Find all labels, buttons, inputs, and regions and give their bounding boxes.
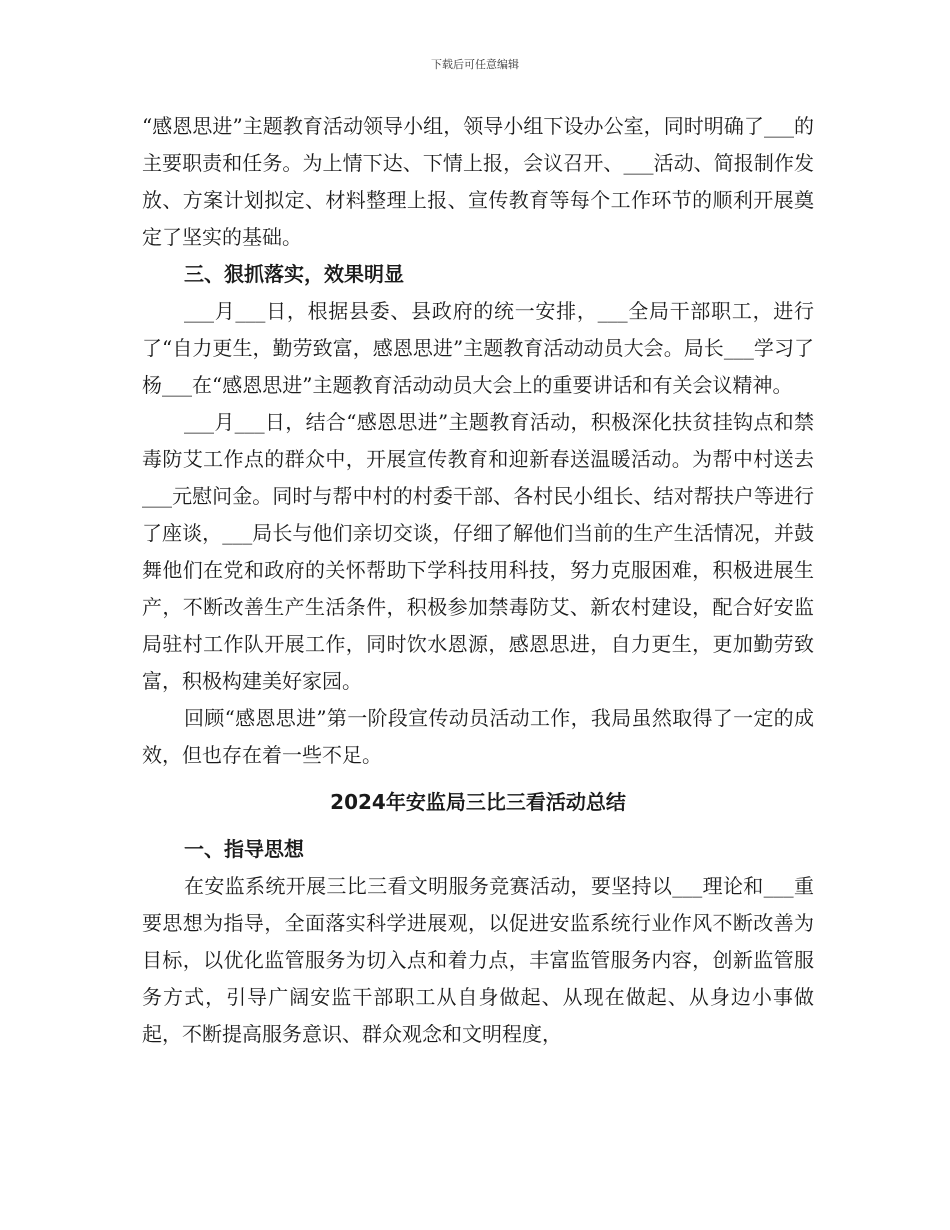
document-body	[142, 108, 814, 1053]
document-title: 2024年安监局三比三看活动总结	[330, 790, 626, 814]
paragraph-review: 回顾“感恩思进”第一阶段宣传动员活动工作，我局虽然取得了一定的成效，但也存在着一些不足。	[142, 706, 814, 767]
paragraph-guiding-ideology: 在安监系统开展三比三看文明服务竞赛活动，要坚持以___理论和___重要思想为指导，全面落实科学进展观，以促进安监系统行业作风不断改善为目标，以优化监管服务为切入点和着力点，丰富监管服务内容，创新监管服务方式，引导广阔安监干部职工从自身做起、从现在做起、从身边小事做起，不断提高服务意识、群众观念和文明程度，	[142, 874, 814, 1046]
paragraph-mobilization-meeting: ___月___日，根据县委、县政府的统一安排，___全局干部职工，进行了“自力更生，勤劳致富，感恩思进”主题教育活动动员大会。局长___学习了杨___在“感恩思进”主题教育活动动员大会上的重要讲话和有关会议精神。	[142, 299, 814, 397]
heading-section-three: 三、狠抓落实，效果明显	[184, 262, 404, 286]
paragraph-leading-group: “感恩思进”主题教育活动领导小组，领导小组下设办公室，同时明确了___的主要职责和任务。为上情下达、下情上报，会议召开、___活动、简报制作发放、方案计划拟定、材料整理上报、宣传教育等每个工作环节的顺利开展奠定了坚实的基础。	[142, 114, 814, 249]
page-header: 下载后可任意编辑	[431, 58, 519, 71]
paragraph-poverty-visit: ___月___日，结合“感恩思进”主题教育活动，积极深化扶贫挂钩点和禁毒防艾工作点的群众中，开展宣传教育和迎新春送温暖活动。为帮中村送去___元慰问金。同时与帮中村的村委干部、各村民小组长、结对帮扶户等进行了座谈，___局长与他们亲切交谈，仔细了解他们当前的生产生活情况，并鼓舞他们在党和政府的关怀帮助下学科技用科技，努力克服困难，积极进展生产，不断改善生产生活条件，积极参加禁毒防艾、新农村建设，配合好安监局驻村工作队开展工作，同时饮水恩源，感恩思进，自力更生，更加勤劳致富，积极构建美好家园。	[142, 410, 814, 693]
heading-guiding-ideology: 一、指导思想	[184, 837, 304, 861]
